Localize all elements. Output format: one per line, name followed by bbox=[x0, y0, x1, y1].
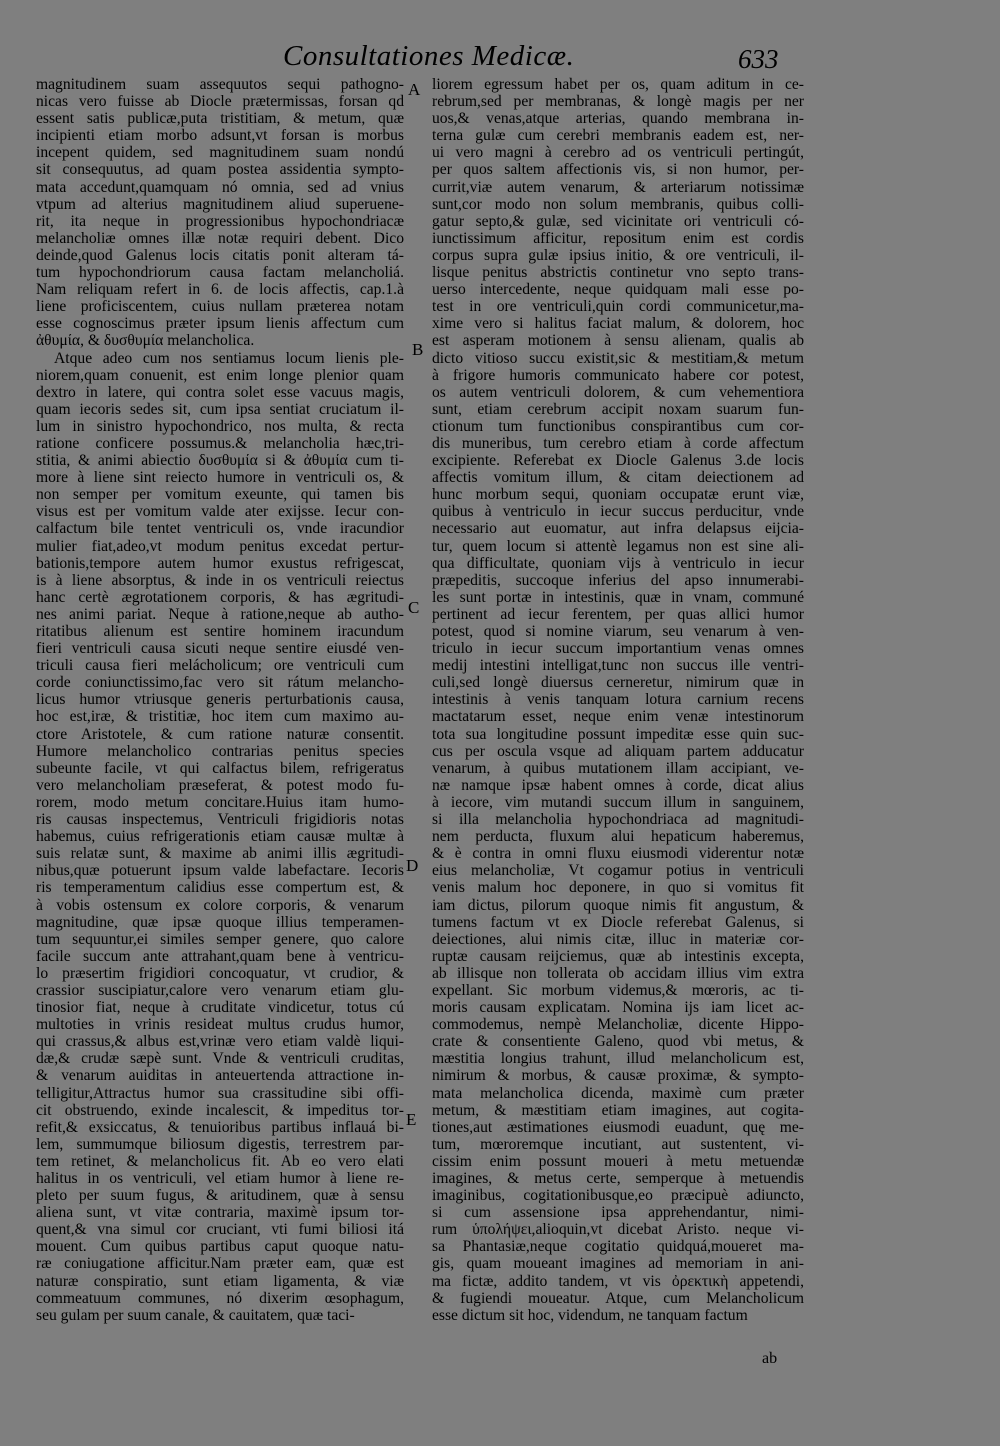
text-line: iam dictus, pilorum quoque nimis fit angustum, & bbox=[432, 896, 804, 914]
text-line: stitia, & animi abiectio δυσθυμία si & ἀθυμία cum ti- bbox=[36, 452, 404, 470]
text-line: si illa melancholia hypochondriaca ad magnitudi- bbox=[432, 811, 804, 829]
text-line: & venarum auiditas in anteuertenda attractione in- bbox=[36, 1067, 404, 1085]
text-line: essent satis publicæ,puta tristitiam, & metum, quæ bbox=[36, 110, 404, 128]
text-line: incipienti etiam morbo adsunt,vt forsan is morbus bbox=[36, 127, 404, 145]
text-line: venis malum hoc deponere, in quo si vomitus fit bbox=[432, 879, 804, 897]
text-line: nem perducta, fluxum alui hepaticum haberemus, bbox=[432, 828, 804, 846]
text-line: ab illisque non tollerata ob accidam illius vim extra bbox=[432, 964, 804, 982]
text-line: magnitudinem suam assequutos sequi pathogno- bbox=[36, 76, 404, 93]
text-line: corpus supra gulæ ipsius initio, & ore ventriculi, il- bbox=[432, 246, 804, 264]
text-line: tum sequuntur,ei similes semper genere, quo calore bbox=[36, 930, 404, 948]
text-line: liorem egressum habet per os, quam aditum in ce- bbox=[432, 76, 804, 93]
text-line: esse cognoscimus præter ipsum lienis affectum cum bbox=[36, 315, 404, 333]
margin-marker-c: C bbox=[408, 598, 420, 617]
text-line: ἀθυμία, & δυσθυμία melancholica. bbox=[36, 332, 255, 350]
text-line: potest, quod si nomine viarum, seu venarum à ven- bbox=[432, 623, 804, 640]
text-line: sunt, etiam cerebrum accipit noxam suarum fun- bbox=[432, 400, 804, 418]
text-line: tur, quem locum si attentè legamus non est sine ali- bbox=[432, 537, 804, 555]
text-line: cit obstruendo, exinde incalescit, & impeditus tor- bbox=[36, 1101, 404, 1119]
text-line: dis muneribus, tum cerebro etiam à corde affectum bbox=[432, 434, 804, 452]
text-line: medij intestini intelligat,tunc non succus ille ventri- bbox=[432, 657, 804, 675]
text-line: commeatuum communes, nó dixerim œsophagum, bbox=[36, 1289, 404, 1307]
text-line: rit, ita neque in progressionibus hypochondriacæ bbox=[36, 212, 404, 230]
text-line: tum hypochondriorum causa factam melancholiá. bbox=[36, 264, 404, 282]
text-line: telligitur,Attractus humor sua crassitudine sibi offi- bbox=[36, 1084, 404, 1102]
text-line: per quos saltem affectionis vis, si non humor, per- bbox=[432, 161, 804, 179]
text-line: is à liene absorptus, & inde in os ventriculi reiectus bbox=[36, 571, 404, 589]
text-line: næ namque ipsæ habent omnes à corde, dicat alius bbox=[432, 776, 804, 794]
text-line: vero melancholiam præseferat, & potest modo fu- bbox=[36, 776, 404, 794]
text-line: mouent. Cum quibus partibus caput quoque natu- bbox=[36, 1238, 404, 1256]
text-line: vtpum ad alterius magnitudinem aliud superuene- bbox=[36, 195, 404, 213]
running-title: Consultationes Medicæ. bbox=[283, 40, 575, 72]
text-line: aliena sunt, vt vitæ contraria, maximè ipsum tor- bbox=[36, 1204, 404, 1222]
text-line: ræ coniugatione afficitur.Nam præter eam, quæ est bbox=[36, 1255, 404, 1273]
text-line: mata accedunt,quamquam nó omnia, sed ad vnius bbox=[36, 178, 404, 196]
text-line: intestinis à venis tanquam lotura carnium recens bbox=[432, 691, 804, 709]
text-line: dæ,& crudæ sæpè sunt. Vnde & ventriculi cruditas, bbox=[36, 1050, 404, 1068]
text-line: imaginibus, cogitationibusque,eo præcipuè adiuncto, bbox=[432, 1187, 804, 1205]
text-line: & fugiendi moueatur. Atque, cum Melancholicum bbox=[432, 1289, 804, 1307]
text-line: qui crassus,& albus est,vrinæ vero etiam valdè liqui- bbox=[36, 1033, 404, 1051]
text-line: expellant. Sic morbum videmus,& mœroris, ac ti- bbox=[432, 981, 804, 999]
text-line: habemus, cuius refrigerationis etiam causæ multæ à bbox=[36, 828, 404, 846]
text-line: calfactum bile tentet ventriculi os, vnde iracundior bbox=[36, 520, 404, 538]
text-line: triculo in iecur succum importantium venas omnes bbox=[432, 640, 804, 658]
text-line: ritatibus alienum est sentire hominem iracundum bbox=[36, 623, 404, 640]
text-line: ratione conficere possumus.& melancholia hæc,tri- bbox=[36, 434, 404, 452]
text-line: mactatarum esset, neque enim venæ intestinorum bbox=[432, 708, 804, 726]
text-line: sa Phantasiæ,neque cogitatio quidquá,moueret ma- bbox=[432, 1238, 804, 1256]
left-column bbox=[36, 76, 404, 1324]
text-line: Nam reliquam refert in 6. de locis affectis, cap.1.à bbox=[36, 281, 404, 299]
catchword: ab bbox=[762, 1350, 778, 1367]
text-line: culi,sed longè diuersus cerneretur, nimirum quæ in bbox=[432, 674, 804, 692]
text-line: refit,& exsiccatus, & tenuioribus partibus inflauá bi- bbox=[36, 1118, 404, 1136]
text-line: à iecore, vim mutandi succum illum in sanguinem, bbox=[432, 793, 804, 811]
text-line: deiectiones, alui nimis citæ, illuc in materiæ cor- bbox=[432, 930, 804, 948]
text-line: nibus,quæ potuerunt ipsum valde labefactare. Iecoris bbox=[36, 862, 404, 880]
text-line: cissim enim possunt moueri à metu metuendæ bbox=[432, 1152, 804, 1170]
text-line: tem retinet, & melancholicus fit. Ab eo vero elati bbox=[36, 1152, 404, 1170]
text-line: hoc est,iræ, & tristitiæ, hoc item cum maximo au- bbox=[36, 708, 404, 726]
text-line: imagines, & metus certe, semperque à metuendis bbox=[432, 1170, 804, 1187]
text-line: nimirum & morbus, & causæ proximæ, & sympto- bbox=[432, 1067, 804, 1085]
text-line: lem, summumque biliosum digestis, terrestrem par- bbox=[36, 1135, 404, 1153]
text-line: pleto per suum fugus, & aritudinem, quæ à sensu bbox=[36, 1187, 404, 1205]
text-line: Humore melancholico contrarias penitus species bbox=[36, 742, 404, 760]
text-line: hanc certè ægrotationem corporis, & has ægritudi- bbox=[36, 588, 404, 606]
text-line: rebrum,sed per membranas, & longè magis per ner bbox=[432, 93, 804, 111]
text-line: excipiente. Referebat ex Diocle Galenus 3.de locis bbox=[432, 452, 804, 470]
text-line: tiones,aut æstimationes eiusmodi euadunt, quę me- bbox=[432, 1118, 804, 1136]
text-line: mulier fiat,adeo,vt modum penitus excedat pertur- bbox=[36, 537, 404, 555]
text-line: esse dictum sit hoc, videndum, ne tanquam factum bbox=[432, 1306, 748, 1324]
text-line: pertinent ad iecur ferentem, per quas allici humor bbox=[432, 605, 804, 623]
text-line: quibus à ventriculo in iecur succus perducitur, vnde bbox=[432, 503, 804, 521]
text-line: tota sua longitudine possunt impeditæ esse quin suc- bbox=[432, 725, 804, 743]
text-line: dicto vitioso succu existit,sic & mestitiam,& metum bbox=[432, 349, 804, 367]
text-line: melancholiæ omnes illæ notæ requiri debent. Dico bbox=[36, 229, 404, 247]
text-line: moris causam explicatam. Nomina ijs iam licet ac- bbox=[432, 999, 804, 1017]
text-line: tumens factum vt ex Diocle referebat Galenus, si bbox=[432, 913, 804, 931]
margin-marker-b: B bbox=[412, 340, 424, 359]
text-line: quam iecoris sedes sit, cum ipsa sentiat cruciatum il- bbox=[36, 400, 404, 418]
text-line: tinosior fiat, neque à cruditate vindicetur, totus cú bbox=[36, 999, 404, 1017]
text-line: facile succum ante attrahant,quam bene à ventricu- bbox=[36, 947, 404, 965]
text-line: niorem,quam conuenit, est enim longe plenior quam bbox=[36, 366, 404, 384]
text-line: non semper per vomitum exeunte, qui tamen bis bbox=[36, 486, 404, 504]
text-line: ctore Aristotele, & cum ratione naturæ consentit. bbox=[36, 725, 404, 743]
text-line: mæstitia longius trahunt, illud melancholicum est, bbox=[432, 1050, 804, 1068]
text-line: rorem, modo metum concitare.Huius itam humo- bbox=[36, 793, 404, 811]
text-line: liene proficiscentem, cuius nullam præterea notam bbox=[36, 298, 404, 316]
margin-marker-a: A bbox=[408, 80, 421, 99]
text-line: triculi causa fieri melácholicum; ore ventriculi cum bbox=[36, 657, 404, 675]
text-line: ma fictæ, addito tandem, vt vis ὀρεκτικὴ appetendi, bbox=[432, 1272, 804, 1290]
text-line: xime vero si halitus faciat malum, & dolorem, hoc bbox=[432, 315, 804, 333]
text-line: os autem ventriculi dolorem, & cum vehementiora bbox=[432, 383, 804, 401]
text-line: est asperam motionem à sensu alienam, qualis ab bbox=[432, 332, 804, 350]
text-line: dextro in latere, qui contra solet esse vacuus magis, bbox=[36, 383, 404, 401]
text-line: quent,& vna simul cor cruciant, vti fumi biliosi itá bbox=[36, 1221, 404, 1239]
text-line: naturæ conspiratio, sunt etiam ligamenta, & viæ bbox=[36, 1272, 404, 1290]
text-line: necessario aut euomatur, aut infra delapsus eijcia- bbox=[432, 520, 804, 538]
text-line: sunt,cor modo non solum membranis, quibus colli- bbox=[432, 195, 804, 213]
text-line: more à liene sint reiecto humore in ventriculi os, & bbox=[36, 469, 404, 487]
text-line: suis relatæ sunt, & maxime ab animi illis ægritudi- bbox=[36, 845, 404, 863]
text-line: metum, & mæstitiam etiam imagines, aut cogita- bbox=[432, 1101, 804, 1119]
text-line: iunctissimum afficitur, repositum enim est cordis bbox=[432, 229, 804, 247]
text-line: fieri ventriculi causa sicuti neque sentire eiusdé ven- bbox=[36, 640, 404, 658]
text-line: gatur septo,& gulæ, sed vicinitate ori ventriculi có- bbox=[432, 212, 804, 230]
text-line: lo præsertim frigidiori concoquatur, vt crudior, & bbox=[36, 964, 404, 982]
text-line: ris causas inspectemus, Ventriculi frigidioris notas bbox=[36, 811, 404, 829]
page-number: 633 bbox=[738, 44, 779, 74]
text-line: currit,viæ autem venarum, & arteriarum notissimæ bbox=[432, 178, 804, 196]
text-line: hunc morbum sequi, quoniam occupatæ erunt viæ, bbox=[432, 486, 804, 504]
text-line: affectis vomitum illum, & citam deiectionem ad bbox=[432, 469, 804, 487]
text-line: ris temperamentum calidius esse compertum est, & bbox=[36, 879, 404, 897]
text-line: qua difficultate, quoniam vijs à ventriculo in iecur bbox=[432, 554, 804, 572]
text-line: præpeditis, succoque inferius del apso innumerabi- bbox=[432, 571, 804, 589]
text-line: magnitudine, quæ ipsæ quoque illius temperamen- bbox=[36, 913, 404, 931]
text-line: deinde,quod Galenus locis citatis ponit alteram tá- bbox=[36, 246, 404, 264]
text-line: les sunt portæ in intestinis, quæ in vnam, communé bbox=[432, 588, 804, 606]
text-line: incepent quidem, sed magnitudinem suam nondú bbox=[36, 144, 404, 162]
text-line: corde coniunctissimo,fac vero sit rátum melancho- bbox=[36, 674, 404, 692]
text-line: uos,& venas,atque arterias, quando membrana in- bbox=[432, 110, 804, 128]
margin-marker-e: E bbox=[406, 1110, 417, 1129]
text-line: sit consequutus, ad quam postea assidentia sympto- bbox=[36, 161, 404, 179]
right-column bbox=[432, 76, 804, 1324]
text-line: crassior suscipiatur,calore vero venarum etiam glu- bbox=[36, 981, 404, 999]
text-line: & è contra in omni fluxu eiusmodi viderentur notæ bbox=[432, 845, 804, 863]
text-line: seu gulam per suum canale, & cauitatem, quæ taci- bbox=[36, 1306, 355, 1324]
margin-marker-d: D bbox=[406, 856, 419, 875]
text-line: uerso intercedente, neque quidquam mali esse po- bbox=[432, 281, 804, 299]
text-line: rum ὑπολήψει,alioquin,vt dicebat Aristo. neque vi- bbox=[432, 1221, 804, 1239]
text-line: ctionum tum functionibus conspirantibus cum cor- bbox=[432, 417, 804, 435]
text-line: subeunte facile, vt qui calfactus bilem, refrigeratus bbox=[36, 759, 404, 777]
text-line: test in ore ventriculi,quin cordi communicetur,ma- bbox=[432, 298, 804, 316]
text-line: crate & consentiente Galeno, quod vbi metus, & bbox=[432, 1033, 804, 1051]
text-line: venarum, à quibus mutationem illam accipiant, ve- bbox=[432, 759, 804, 777]
text-line: mata melancholica dicenda, maximè cum præter bbox=[432, 1084, 804, 1102]
text-line: Atque adeo cum nos sentiamus locum lienis ple- bbox=[54, 349, 404, 367]
text-line: ui vero magni à cerebro ad os ventriculi pertingút, bbox=[432, 144, 804, 162]
text-line: visus est per vomitum valde ater exijsse. Iecur con- bbox=[36, 503, 404, 521]
text-line: halitus in os ventriculi, vel etiam humor à liene re- bbox=[36, 1170, 404, 1187]
text-line: eius melancholiæ, Vt cogamur potius in ventriculi bbox=[432, 862, 804, 880]
text-line: terna gulæ cum cerebri membranis eadem est, ner- bbox=[432, 127, 804, 145]
text-line: lisque penitus abstrictis continetur vno septo trans- bbox=[432, 264, 804, 282]
text-line: gis, quam moueant imagines ad memoriam in ani- bbox=[432, 1255, 804, 1273]
text-line: lum in sinistro hypochondrico, nos multa, & recta bbox=[36, 417, 404, 435]
text-line: cus per oscula vsque ad aliquam partem adducatur bbox=[432, 742, 804, 760]
text-line: tum, mœroremque incutiant, aut sustentent, vi- bbox=[432, 1135, 804, 1153]
text-line: à vobis ostensum ex colore corporis, & venarum bbox=[36, 896, 404, 914]
text-line: nes animi pariat. Neque à ratione,neque ab autho- bbox=[36, 605, 404, 623]
text-line: si cum assensione ipsa apprehendantur, nimi- bbox=[432, 1204, 804, 1222]
text-line: ruptæ causam reijciemus, quæ ab intestinis excepta, bbox=[432, 947, 804, 965]
text-line: multoties in vrinis resideat multus crudus humor, bbox=[36, 1016, 404, 1034]
text-line: licus humor vtriusque generis perturbationis causa, bbox=[36, 691, 404, 709]
text-line: nicas vero fuisse ab Diocle prætermissas, forsan qd bbox=[36, 93, 404, 111]
text-line: bationis,tempore autem humor exustus refrigescat, bbox=[36, 554, 404, 572]
text-line: commodemus, nempè Melancholiæ, dicente Hippo- bbox=[432, 1016, 804, 1034]
text-line: à frigore humoris communicato habere cor potest, bbox=[432, 366, 804, 384]
